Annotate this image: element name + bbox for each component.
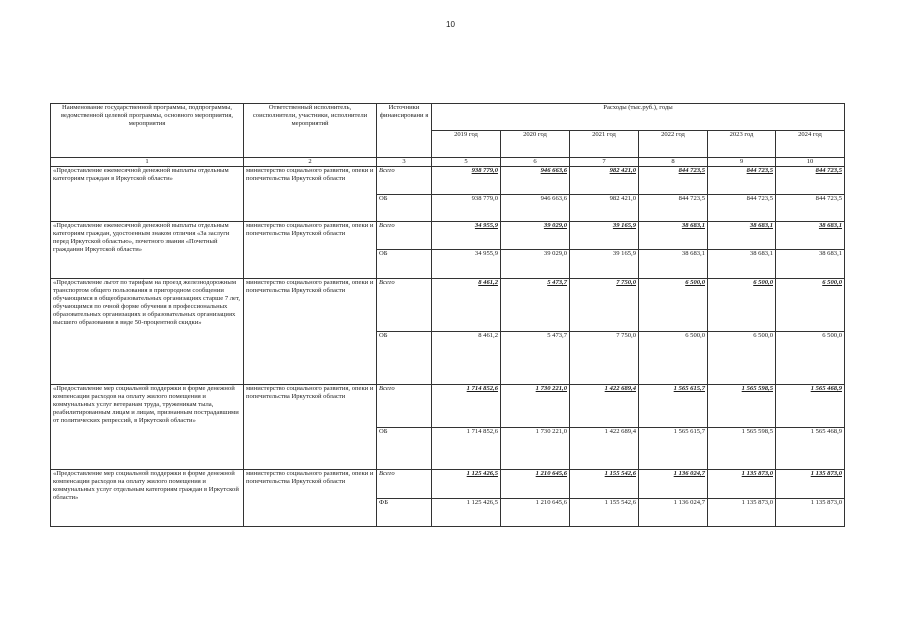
source-sub-label: ОБ (377, 195, 432, 222)
table-row (51, 279, 845, 332)
column-number: 2 (244, 158, 377, 167)
source-sub-label: ОБ (377, 428, 432, 470)
sub-value: 1 136 024,7 (639, 499, 708, 527)
sub-value: 938 779,0 (432, 195, 501, 222)
table-row (51, 222, 845, 250)
program-name: «Предоставление льгот по тарифам на проезд железнодорожным транспортом общего пользования в пригородном сообщении обучающимся в общеобразовательных организациях старше 7 лет, обучающимся по очной форме обучения в профессиональных образовательных организациях и образовательных организациях высшего образования в виде 50-процентной скидки» (51, 279, 244, 385)
total-value: 38 683,1 (639, 222, 708, 250)
header-executor: Ответственный исполнитель, соисполнители, участники, исполнители мероприятий (244, 104, 377, 158)
column-number: 7 (570, 158, 639, 167)
sub-value: 6 500,0 (776, 332, 845, 385)
sub-value: 6 500,0 (708, 332, 776, 385)
header-year: 2022 год (639, 131, 708, 158)
source-total-label: Всего (377, 385, 432, 428)
total-value: 844 723,5 (708, 167, 776, 195)
program-name: «Предоставление мер социальной поддержки в форме денежной компенсации расходов на оплату жилого помещения и коммунальных услуг отдельным категориям граждан в Иркутской области» (51, 470, 244, 527)
total-value: 8 461,2 (432, 279, 501, 332)
total-value: 1 714 852,6 (432, 385, 501, 428)
total-value: 982 421,0 (570, 167, 639, 195)
header-year: 2023 год (708, 131, 776, 158)
total-value: 946 663,6 (501, 167, 570, 195)
executor-name: министерство социального развития, опеки и попечительства Иркутской области (244, 279, 377, 385)
executor-name: министерство социального развития, опеки и попечительства Иркутской области (244, 222, 377, 279)
source-sub-label: ОБ (377, 250, 432, 279)
program-name: «Предоставление мер социальной поддержки в форме денежной компенсации расходов на оплату жилого помещения и коммунальных услуг ветеранам труда, труженикам тыла, реабилитированным лицам и лицам, признанным пострадавшими от политических репрессий, в Иркутской области» (51, 385, 244, 470)
sub-value: 38 683,1 (776, 250, 845, 279)
total-value: 38 683,1 (708, 222, 776, 250)
header-program: Наименование государственной программы, подпрограммы, ведомственной целевой программы, основного мероприятия, мероприятия (51, 104, 244, 158)
header-year: 2019 год (432, 131, 501, 158)
sub-value: 7 750,0 (570, 332, 639, 385)
column-number: 9 (708, 158, 776, 167)
header-expenses: Расходы (тыс.руб.), годы (432, 104, 845, 131)
total-value: 6 500,0 (708, 279, 776, 332)
program-name: «Предоставление ежемесячной денежной выплаты отдельным категориям граждан, удостоенным знаком отличия «За заслуги перед Иркутской областью», почетного звания «Почетный гражданин Иркутской области» (51, 222, 244, 279)
sub-value: 1 565 615,7 (639, 428, 708, 470)
header-source: Источники финансировани я (377, 104, 432, 158)
column-number: 1 (51, 158, 244, 167)
sub-value: 1 125 426,5 (432, 499, 501, 527)
sub-value: 1 730 221,0 (501, 428, 570, 470)
total-value: 39 165,9 (570, 222, 639, 250)
total-value: 34 955,9 (432, 222, 501, 250)
executor-name: министерство социального развития, опеки и попечительства Иркутской области (244, 167, 377, 222)
total-value: 1 730 221,0 (501, 385, 570, 428)
total-value: 1 155 542,6 (570, 470, 639, 499)
total-value: 1 125 426,5 (432, 470, 501, 499)
total-value: 1 136 024,7 (639, 470, 708, 499)
sub-value: 38 683,1 (708, 250, 776, 279)
sub-value: 6 500,0 (639, 332, 708, 385)
header-year: 2021 год (570, 131, 639, 158)
sub-value: 1 565 468,9 (776, 428, 845, 470)
column-number-row (51, 158, 845, 167)
page-number: 10 (446, 20, 455, 29)
column-number: 5 (432, 158, 501, 167)
sub-value: 1 155 542,6 (570, 499, 639, 527)
source-total-label: Всего (377, 279, 432, 332)
sub-value: 1 135 873,0 (776, 499, 845, 527)
total-value: 1 565 615,7 (639, 385, 708, 428)
column-number: 3 (377, 158, 432, 167)
sub-value: 946 663,6 (501, 195, 570, 222)
sub-value: 1 714 852,6 (432, 428, 501, 470)
table-row (51, 167, 845, 195)
sub-value: 8 461,2 (432, 332, 501, 385)
sub-value: 982 421,0 (570, 195, 639, 222)
total-value: 1 135 873,0 (708, 470, 776, 499)
budget-table (50, 103, 845, 527)
header-year: 2024 год (776, 131, 845, 158)
source-total-label: Всего (377, 167, 432, 195)
total-value: 1 422 689,4 (570, 385, 639, 428)
column-number: 10 (776, 158, 845, 167)
header-year: 2020 год (501, 131, 570, 158)
total-value: 1 135 873,0 (776, 470, 845, 499)
source-total-label: Всего (377, 222, 432, 250)
total-value: 39 029,0 (501, 222, 570, 250)
total-value: 6 500,0 (639, 279, 708, 332)
sub-value: 5 473,7 (501, 332, 570, 385)
total-value: 1 565 468,9 (776, 385, 845, 428)
program-name: «Предоставление ежемесячной денежной выплаты отдельным категориям граждан в Иркутской области» (51, 167, 244, 222)
sub-value: 39 029,0 (501, 250, 570, 279)
total-value: 1 565 598,5 (708, 385, 776, 428)
sub-value: 1 565 598,5 (708, 428, 776, 470)
sub-value: 39 165,9 (570, 250, 639, 279)
sub-value: 844 723,5 (776, 195, 845, 222)
source-sub-label: ОБ (377, 332, 432, 385)
total-value: 844 723,5 (639, 167, 708, 195)
sub-value: 34 955,9 (432, 250, 501, 279)
total-value: 38 683,1 (776, 222, 845, 250)
sub-value: 1 210 645,6 (501, 499, 570, 527)
sub-value: 38 683,1 (639, 250, 708, 279)
total-value: 7 750,0 (570, 279, 639, 332)
sub-value: 844 723,5 (639, 195, 708, 222)
source-total-label: Всего (377, 470, 432, 499)
sub-value: 844 723,5 (708, 195, 776, 222)
executor-name: министерство социального развития, опеки и попечительства Иркутской области (244, 385, 377, 470)
sub-value: 1 422 689,4 (570, 428, 639, 470)
table-row (51, 385, 845, 428)
column-number: 6 (501, 158, 570, 167)
total-value: 844 723,5 (776, 167, 845, 195)
executor-name: министерство социального развития, опеки и попечительства Иркутской области (244, 470, 377, 527)
total-value: 6 500,0 (776, 279, 845, 332)
total-value: 1 210 645,6 (501, 470, 570, 499)
table-row (51, 470, 845, 499)
total-value: 938 779,0 (432, 167, 501, 195)
source-sub-label: ФБ (377, 499, 432, 527)
total-value: 5 473,7 (501, 279, 570, 332)
sub-value: 1 135 873,0 (708, 499, 776, 527)
column-number: 8 (639, 158, 708, 167)
